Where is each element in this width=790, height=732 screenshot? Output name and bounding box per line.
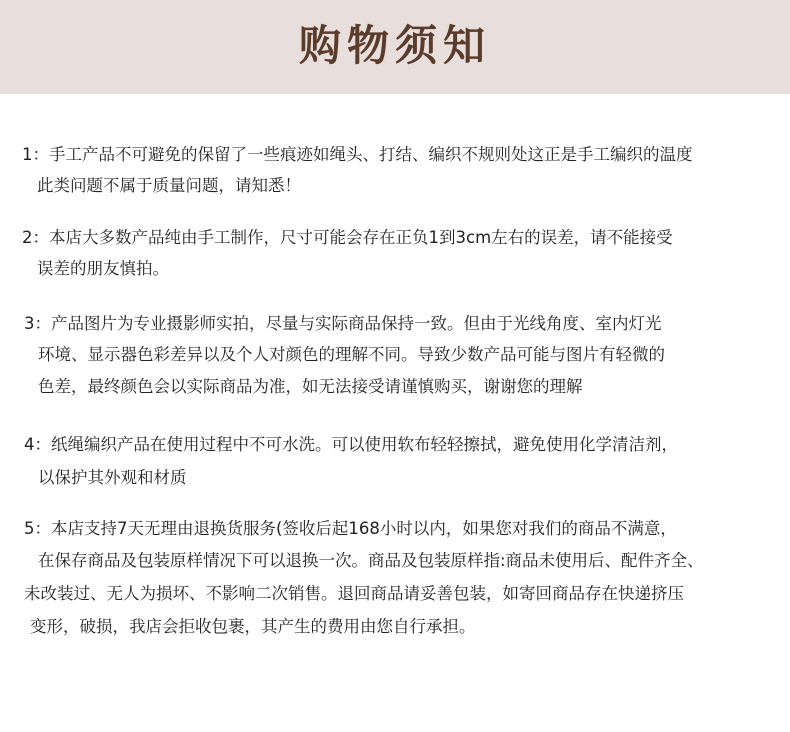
notice-5-line-1: 5：本店支持7天无理由退换货服务(签收后起168小时以内，如果您对我们的商品不满意，: [24, 519, 677, 538]
notice-1-line-2: 此类问题不属于质量问题，请知悉！: [37, 176, 301, 195]
notice-5-line-3: 未改装过、无人为损坏、不影响二次销售。退回商品请妥善包装，如寄回商品存在快递挤压: [24, 584, 684, 603]
notice-1-line-1: 1：手工产品不可避免的保留了一些痕迹如绳头、打结、编织不规则处这正是手工编织的温度: [22, 145, 693, 164]
notice-5-line-2: 在保存商品及包装原样情况下可以退换一次。商品及包装原样指:商品未使用后、配件齐全、: [38, 551, 704, 570]
notice-4-line-2: 以保护其外观和材质: [38, 468, 187, 487]
notice-3-line-2: 环境、显示器色彩差异以及个人对颜色的理解不同。导致少数产品可能与图片有轻微的: [38, 345, 665, 364]
page-title: 购物须知: [298, 21, 491, 70]
notice-5-line-4: 变形，破损，我店会拒收包裹，其产生的费用由您自行承担。: [30, 617, 476, 636]
header-banner: [0, 0, 790, 94]
notice-3-line-3: 色差，最终颜色会以实际商品为准，如无法接受请谨慎购买，谢谢您的理解: [38, 377, 583, 396]
notice-4-line-1: 4：纸绳编织产品在使用过程中不可水洗。可以使用软布轻轻擦拭，避免使用化学清洁剂，: [24, 435, 678, 454]
notice-2-line-1: 2：本店大多数产品纯由手工制作，尺寸可能会存在正负1到3cm左右的误差，请不能接受: [22, 228, 673, 247]
notice-2-line-2: 误差的朋友慎拍。: [37, 259, 169, 278]
notice-3-line-1: 3：产品图片为专业摄影师实拍，尽量与实际商品保持一致。但由于光线角度、室内灯光: [24, 314, 662, 333]
